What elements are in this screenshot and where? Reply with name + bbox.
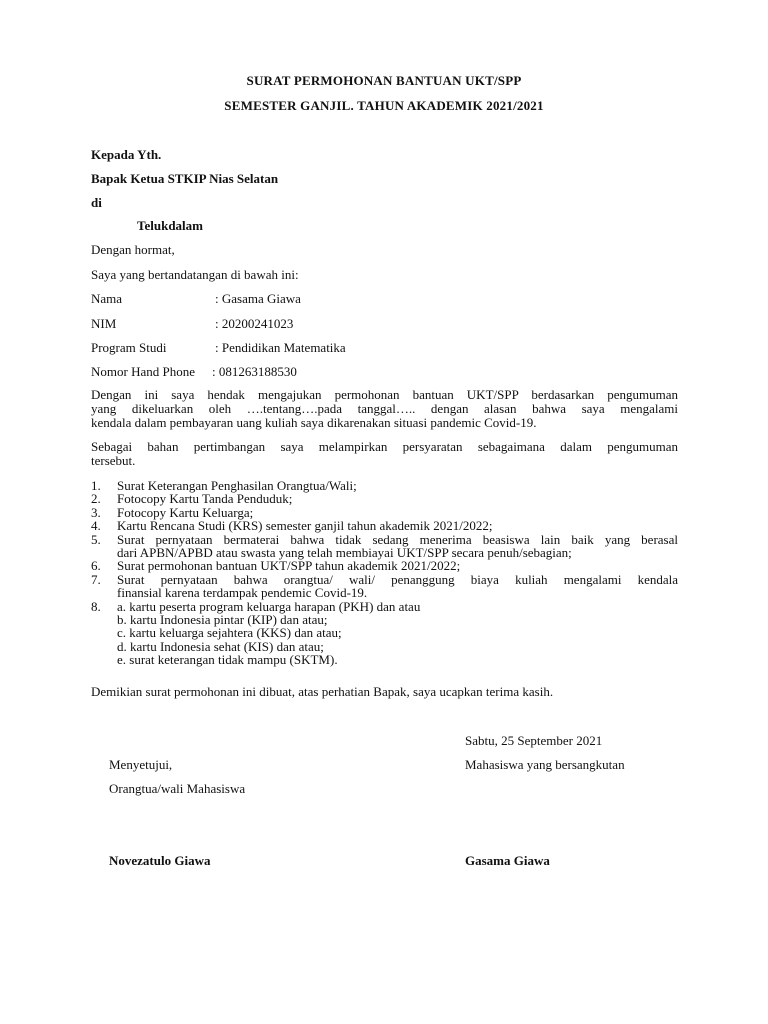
list-item-text xyxy=(117,573,678,600)
identity-label-phone: Nomor Hand Phone xyxy=(91,364,195,379)
identity-value-program: : Pendidikan Matematika xyxy=(215,340,346,355)
list-item-line: Fotocopy Kartu Tanda Penduduk; xyxy=(117,491,293,507)
list-number: 2. xyxy=(91,491,101,507)
list-number: 5. xyxy=(91,531,101,547)
identity-label-program: Program Studi xyxy=(91,340,167,355)
paragraph-2-line-2: tersebut. xyxy=(91,453,136,468)
list-item-text xyxy=(117,506,678,519)
list-item xyxy=(91,573,678,600)
list-item xyxy=(91,533,678,560)
list-item-line: b. kartu Indonesia pintar (KIP) dan atau; xyxy=(117,612,328,628)
letter-date: Sabtu, 25 September 2021 xyxy=(465,733,603,748)
paragraph-1-line-1: Dengan ini saya hendak mengajukan permohonan bantuan UKT/SPP berdasarkan pengumuman xyxy=(91,387,678,402)
parent-name: Novezatulo Giawa xyxy=(109,853,211,868)
list-item-text xyxy=(117,533,678,560)
identity-label-nim: NIM xyxy=(91,316,117,331)
list-number: 6. xyxy=(91,558,101,574)
list-item xyxy=(91,600,678,667)
list-item xyxy=(91,479,678,492)
parent-signature-label: Orangtua/wali Mahasiswa xyxy=(109,781,246,796)
recipient-line-4: Telukdalam xyxy=(137,218,203,233)
student-signature-label: Mahasiswa yang bersangkutan xyxy=(465,757,625,772)
list-item-text xyxy=(117,600,678,667)
list-number: 8. xyxy=(91,598,101,614)
list-number: 7. xyxy=(91,571,101,587)
identity-value-phone: : 081263188530 xyxy=(212,364,297,379)
student-name: Gasama Giawa xyxy=(465,853,550,868)
identity-value-name: : Gasama Giawa xyxy=(215,291,301,306)
list-item-line: finansial karena terdampak pendemic Covid-19. xyxy=(117,585,368,601)
letter-title: SURAT PERMOHONAN BANTUAN UKT/SPP xyxy=(246,73,522,88)
recipient-line-3: di xyxy=(91,195,102,210)
recipient-line-2: Bapak Ketua STKIP Nias Selatan xyxy=(91,171,279,186)
list-item-text xyxy=(117,492,678,505)
list-number: 3. xyxy=(91,504,101,520)
list-item-line: e. surat keterangan tidak mampu (SKTM). xyxy=(117,652,338,668)
greeting: Dengan hormat, xyxy=(91,242,175,257)
list-item-text xyxy=(117,559,678,572)
paragraph-2-line-1: Sebagai bahan pertimbangan saya melampirkan persyaratan sebagaimana dalam pengumuman xyxy=(91,439,678,454)
letter-subtitle: SEMESTER GANJIL. TAHUN AKADEMIK 2021/2021 xyxy=(224,98,544,113)
closing-text: Demikian surat permohonan ini dibuat, atas perhatian Bapak, saya ucapkan terima kasih. xyxy=(91,684,554,699)
identity-label-name: Nama xyxy=(91,291,123,306)
list-item-line: a. kartu peserta program keluarga harapan (PKH) dan atau xyxy=(117,598,421,614)
recipient-line-1: Kepada Yth. xyxy=(91,147,162,162)
list-item-line: Surat permohonan bantuan UKT/SPP tahun akademik 2021/2022; xyxy=(117,558,461,574)
intro-text: Saya yang bertandatangan di bawah ini: xyxy=(91,267,299,282)
list-item xyxy=(91,506,678,519)
list-item-line: Fotocopy Kartu Keluarga; xyxy=(117,504,254,520)
list-item-line: Kartu Rencana Studi (KRS) semester ganjil tahun akademik 2021/2022; xyxy=(117,518,493,534)
paragraph-1-line-2: yang dikeluarkan oleh ….tentang….pada tanggal….. dengan alasan bahwa saya mengalami xyxy=(91,401,678,416)
list-item-line: c. kartu keluarga sejahtera (KKS) dan atau; xyxy=(117,625,342,641)
list-item-line: Surat Keterangan Penghasilan Orangtua/Wali; xyxy=(117,478,357,493)
list-number: 1. xyxy=(91,478,101,493)
list-item-text xyxy=(117,519,678,532)
paragraph-1-line-3: kendala dalam pembayaran uang kuliah saya dikarenakan situasi pandemic Covid-19. xyxy=(91,415,537,430)
requirements-list xyxy=(91,479,678,667)
approval-label: Menyetujui, xyxy=(109,757,173,772)
list-item-text xyxy=(117,479,678,492)
list-item xyxy=(91,559,678,572)
list-item-line: dari APBN/APBD atau swasta yang telah membiayai UKT/SPP secara penuh/sebagian; xyxy=(117,545,572,561)
list-item-line: Surat pernyataan bermaterai bahwa tidak sedang menerima beasiswa lain baik yang berasal xyxy=(117,531,678,547)
list-item xyxy=(91,519,678,532)
identity-value-nim: : 20200241023 xyxy=(215,316,294,331)
list-number: 4. xyxy=(91,518,101,534)
list-item-line: d. kartu Indonesia sehat (KIS) dan atau; xyxy=(117,638,324,654)
list-item-line: Surat pernyataan bahwa orangtua/ wali/ penanggung biaya kuliah mengalami kendala xyxy=(117,571,678,587)
list-item xyxy=(91,492,678,505)
